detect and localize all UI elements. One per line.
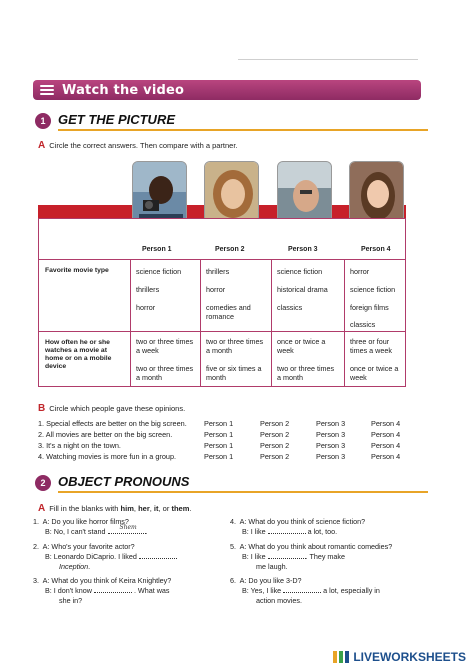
watch-video-banner	[33, 80, 421, 100]
section-2-title: OBJECT PRONOUNS	[58, 474, 190, 489]
liveworksheets-logo-icon	[332, 649, 350, 665]
cell-option[interactable]: science fiction	[136, 267, 182, 276]
opinion-text: 3. It's a night on the town.	[38, 441, 121, 450]
person-choice[interactable]: Person 4	[371, 452, 401, 461]
table-rule	[130, 259, 131, 386]
section-1-rule	[58, 129, 428, 131]
exercise-3	[33, 576, 223, 606]
speaker-label: A:	[239, 576, 247, 585]
answer-text: I like	[250, 527, 266, 536]
row-label-how-often: How often he or she watches a movie at home or on a mobile device	[45, 339, 112, 370]
speaker-label: B:	[242, 586, 249, 595]
answer-text: a lot, especially in	[323, 586, 380, 595]
question-text: Do you like horror films?	[51, 517, 129, 526]
cell-option[interactable]: horror	[350, 267, 370, 276]
top-divider	[238, 59, 418, 60]
table-rule	[271, 259, 272, 386]
cell-option[interactable]: five or six times a month	[206, 364, 262, 382]
answer-text: I like	[250, 552, 266, 561]
exercise-number: 5.	[230, 542, 236, 551]
answer-text: . What was	[133, 586, 170, 595]
person-choice[interactable]: Person 2	[260, 430, 290, 439]
answer-blank[interactable]	[94, 586, 132, 593]
logo-text: LIVEWORKSHEETS	[353, 650, 466, 664]
person-choice[interactable]: Person 4	[371, 419, 401, 428]
section-2-number: 2	[35, 475, 51, 491]
speaker-label: B:	[242, 527, 249, 536]
exercise-number: 6.	[230, 576, 236, 585]
answer-blank[interactable]	[108, 524, 146, 534]
exercise-number: 1.	[33, 517, 39, 526]
part-b-letter: B	[38, 403, 46, 414]
part-a2-letter: A	[38, 503, 46, 514]
person-choice[interactable]: Person 1	[204, 452, 234, 461]
answer-blank[interactable]	[268, 527, 306, 534]
speaker-label: A:	[239, 542, 247, 551]
cell-option[interactable]: thrillers	[136, 285, 160, 294]
exercise-2	[33, 542, 223, 572]
person-choice[interactable]: Person 2	[260, 419, 290, 428]
handwritten-answer: Shem	[119, 524, 137, 531]
question-text: What do you think of Keira Knightley?	[51, 576, 172, 585]
speaker-label: A:	[42, 576, 50, 585]
cell-option[interactable]: historical drama	[277, 285, 328, 294]
section-1-header	[33, 111, 428, 131]
speaker-label: B:	[242, 552, 249, 561]
cell-option[interactable]: thrillers	[206, 267, 230, 276]
person-choice[interactable]: Person 3	[316, 441, 346, 450]
cell-option[interactable]: once or twice a week	[350, 364, 399, 382]
part-a-letter: A	[38, 140, 46, 151]
people-table	[38, 218, 406, 387]
part-b-text: Circle which people gave these opinions.	[49, 404, 186, 413]
separator: , or	[158, 504, 170, 513]
part-a-text: Circle the correct answers. Then compare with a partner.	[49, 141, 238, 150]
person-1-heading: Person 1	[142, 246, 172, 253]
table-rule	[39, 331, 405, 332]
banner-title: Watch the video	[62, 82, 185, 98]
answer-blank[interactable]	[139, 552, 177, 559]
cell-option[interactable]: comedies and romance	[206, 303, 251, 321]
part-a2-instruction	[38, 503, 191, 514]
answer-text: action movies.	[256, 596, 302, 605]
answer-text: Leonardo DiCaprio. I liked	[53, 552, 137, 561]
part-a-instruction	[38, 140, 238, 151]
answer-text: a lot, too.	[307, 527, 338, 536]
answer-text: Yes, I like	[250, 586, 282, 595]
cell-option[interactable]: classics	[350, 320, 376, 329]
liveworksheets-logo[interactable]	[332, 649, 466, 665]
section-1-number: 1	[35, 113, 51, 129]
table-rule	[39, 259, 405, 260]
table-rule	[200, 259, 201, 386]
question-text: What do you think about romantic comedies?	[248, 542, 393, 551]
part-b-instruction	[38, 403, 185, 414]
answer-text: me laugh.	[256, 562, 288, 571]
opinion-row	[38, 430, 418, 441]
person-choice[interactable]: Person 4	[371, 430, 401, 439]
speaker-label: A:	[42, 542, 50, 551]
exercise-1	[33, 517, 223, 537]
section-2-header	[33, 473, 428, 493]
menu-icon	[40, 85, 54, 95]
speaker-label: B:	[45, 527, 52, 536]
cell-option[interactable]: two or three times a month	[277, 364, 335, 382]
question-text: Who's your favorite actor?	[51, 542, 135, 551]
cell-option[interactable]: foreign films	[350, 303, 389, 312]
cell-option[interactable]: science fiction	[350, 285, 396, 294]
question-text: What do you think of science fiction?	[248, 517, 366, 526]
exercise-number: 2.	[33, 542, 39, 551]
part-a2-text: Fill in the blanks with	[49, 504, 119, 513]
opinion-row	[38, 441, 418, 452]
person-choice[interactable]: Person 3	[316, 430, 346, 439]
cell-option[interactable]: once or twice a week	[277, 337, 326, 355]
cell-option[interactable]: two or three times a month	[206, 337, 264, 355]
opinion-row	[38, 452, 418, 463]
footer	[0, 646, 474, 669]
person-choice[interactable]: Person 1	[204, 441, 234, 450]
movie-title: Inception	[59, 562, 89, 571]
opinion-text: 1. Special effects are better on the big screen.	[38, 419, 187, 428]
opinions-list	[38, 419, 418, 463]
answer-text: .	[88, 562, 91, 571]
cell-option[interactable]: two or three times a month	[136, 364, 194, 382]
cell-option[interactable]: horror	[136, 303, 156, 312]
pronoun-it: it	[153, 504, 159, 513]
person-choice[interactable]: Person 2	[260, 441, 290, 450]
opinion-text: 2. All movies are better on the big screen.	[38, 430, 173, 439]
pronoun-him: him	[120, 504, 134, 513]
exercise-5	[230, 542, 445, 572]
person-choice[interactable]: Person 4	[371, 441, 401, 450]
exercise-number: 4.	[230, 517, 236, 526]
answer-text: No, I can't stand	[53, 527, 106, 536]
row-label-movie-type: Favorite movie type	[45, 267, 109, 274]
person-choice[interactable]: Person 2	[260, 452, 290, 461]
opinion-row	[38, 419, 418, 430]
cell-option[interactable]: classics	[277, 303, 303, 312]
cell-option[interactable]: horror	[206, 285, 226, 294]
pronoun-her: her	[138, 504, 150, 513]
cell-option[interactable]: three or four times a week	[350, 337, 392, 355]
cell-option[interactable]: two or three times a week	[136, 337, 194, 355]
answer-text: .	[145, 527, 148, 536]
separator: ,	[149, 504, 152, 513]
person-3-heading: Person 3	[288, 246, 318, 253]
speaker-label: A:	[239, 517, 247, 526]
person-choice[interactable]: Person 3	[316, 452, 346, 461]
opinion-text: 4. Watching movies is more fun in a group.	[38, 452, 177, 461]
answer-blank[interactable]	[283, 586, 321, 593]
answer-text: . They make	[305, 552, 345, 561]
exercise-6	[230, 576, 445, 606]
section-2-rule	[58, 491, 428, 493]
person-choice[interactable]: Person 3	[316, 419, 346, 428]
separator: ,	[133, 504, 136, 513]
person-choice[interactable]: Person 1	[204, 419, 234, 428]
person-choice[interactable]: Person 1	[204, 430, 234, 439]
answer-blank[interactable]	[268, 552, 306, 559]
person-4-heading: Person 4	[361, 246, 391, 253]
exercise-4	[230, 517, 445, 537]
question-text: Do you like 3-D?	[248, 576, 302, 585]
speaker-label: A:	[42, 517, 50, 526]
cell-option[interactable]: science fiction	[277, 267, 323, 276]
answer-text: she in?	[59, 596, 83, 605]
person-2-heading: Person 2	[215, 246, 245, 253]
separator: .	[189, 504, 192, 513]
speaker-label: B:	[45, 586, 52, 595]
section-1-title: GET THE PICTURE	[58, 112, 176, 127]
speaker-label: B:	[45, 552, 52, 561]
exercise-number: 3.	[33, 576, 39, 585]
answer-text: I don't know	[53, 586, 92, 595]
pronoun-them: them	[171, 504, 190, 513]
table-rule	[344, 259, 345, 386]
